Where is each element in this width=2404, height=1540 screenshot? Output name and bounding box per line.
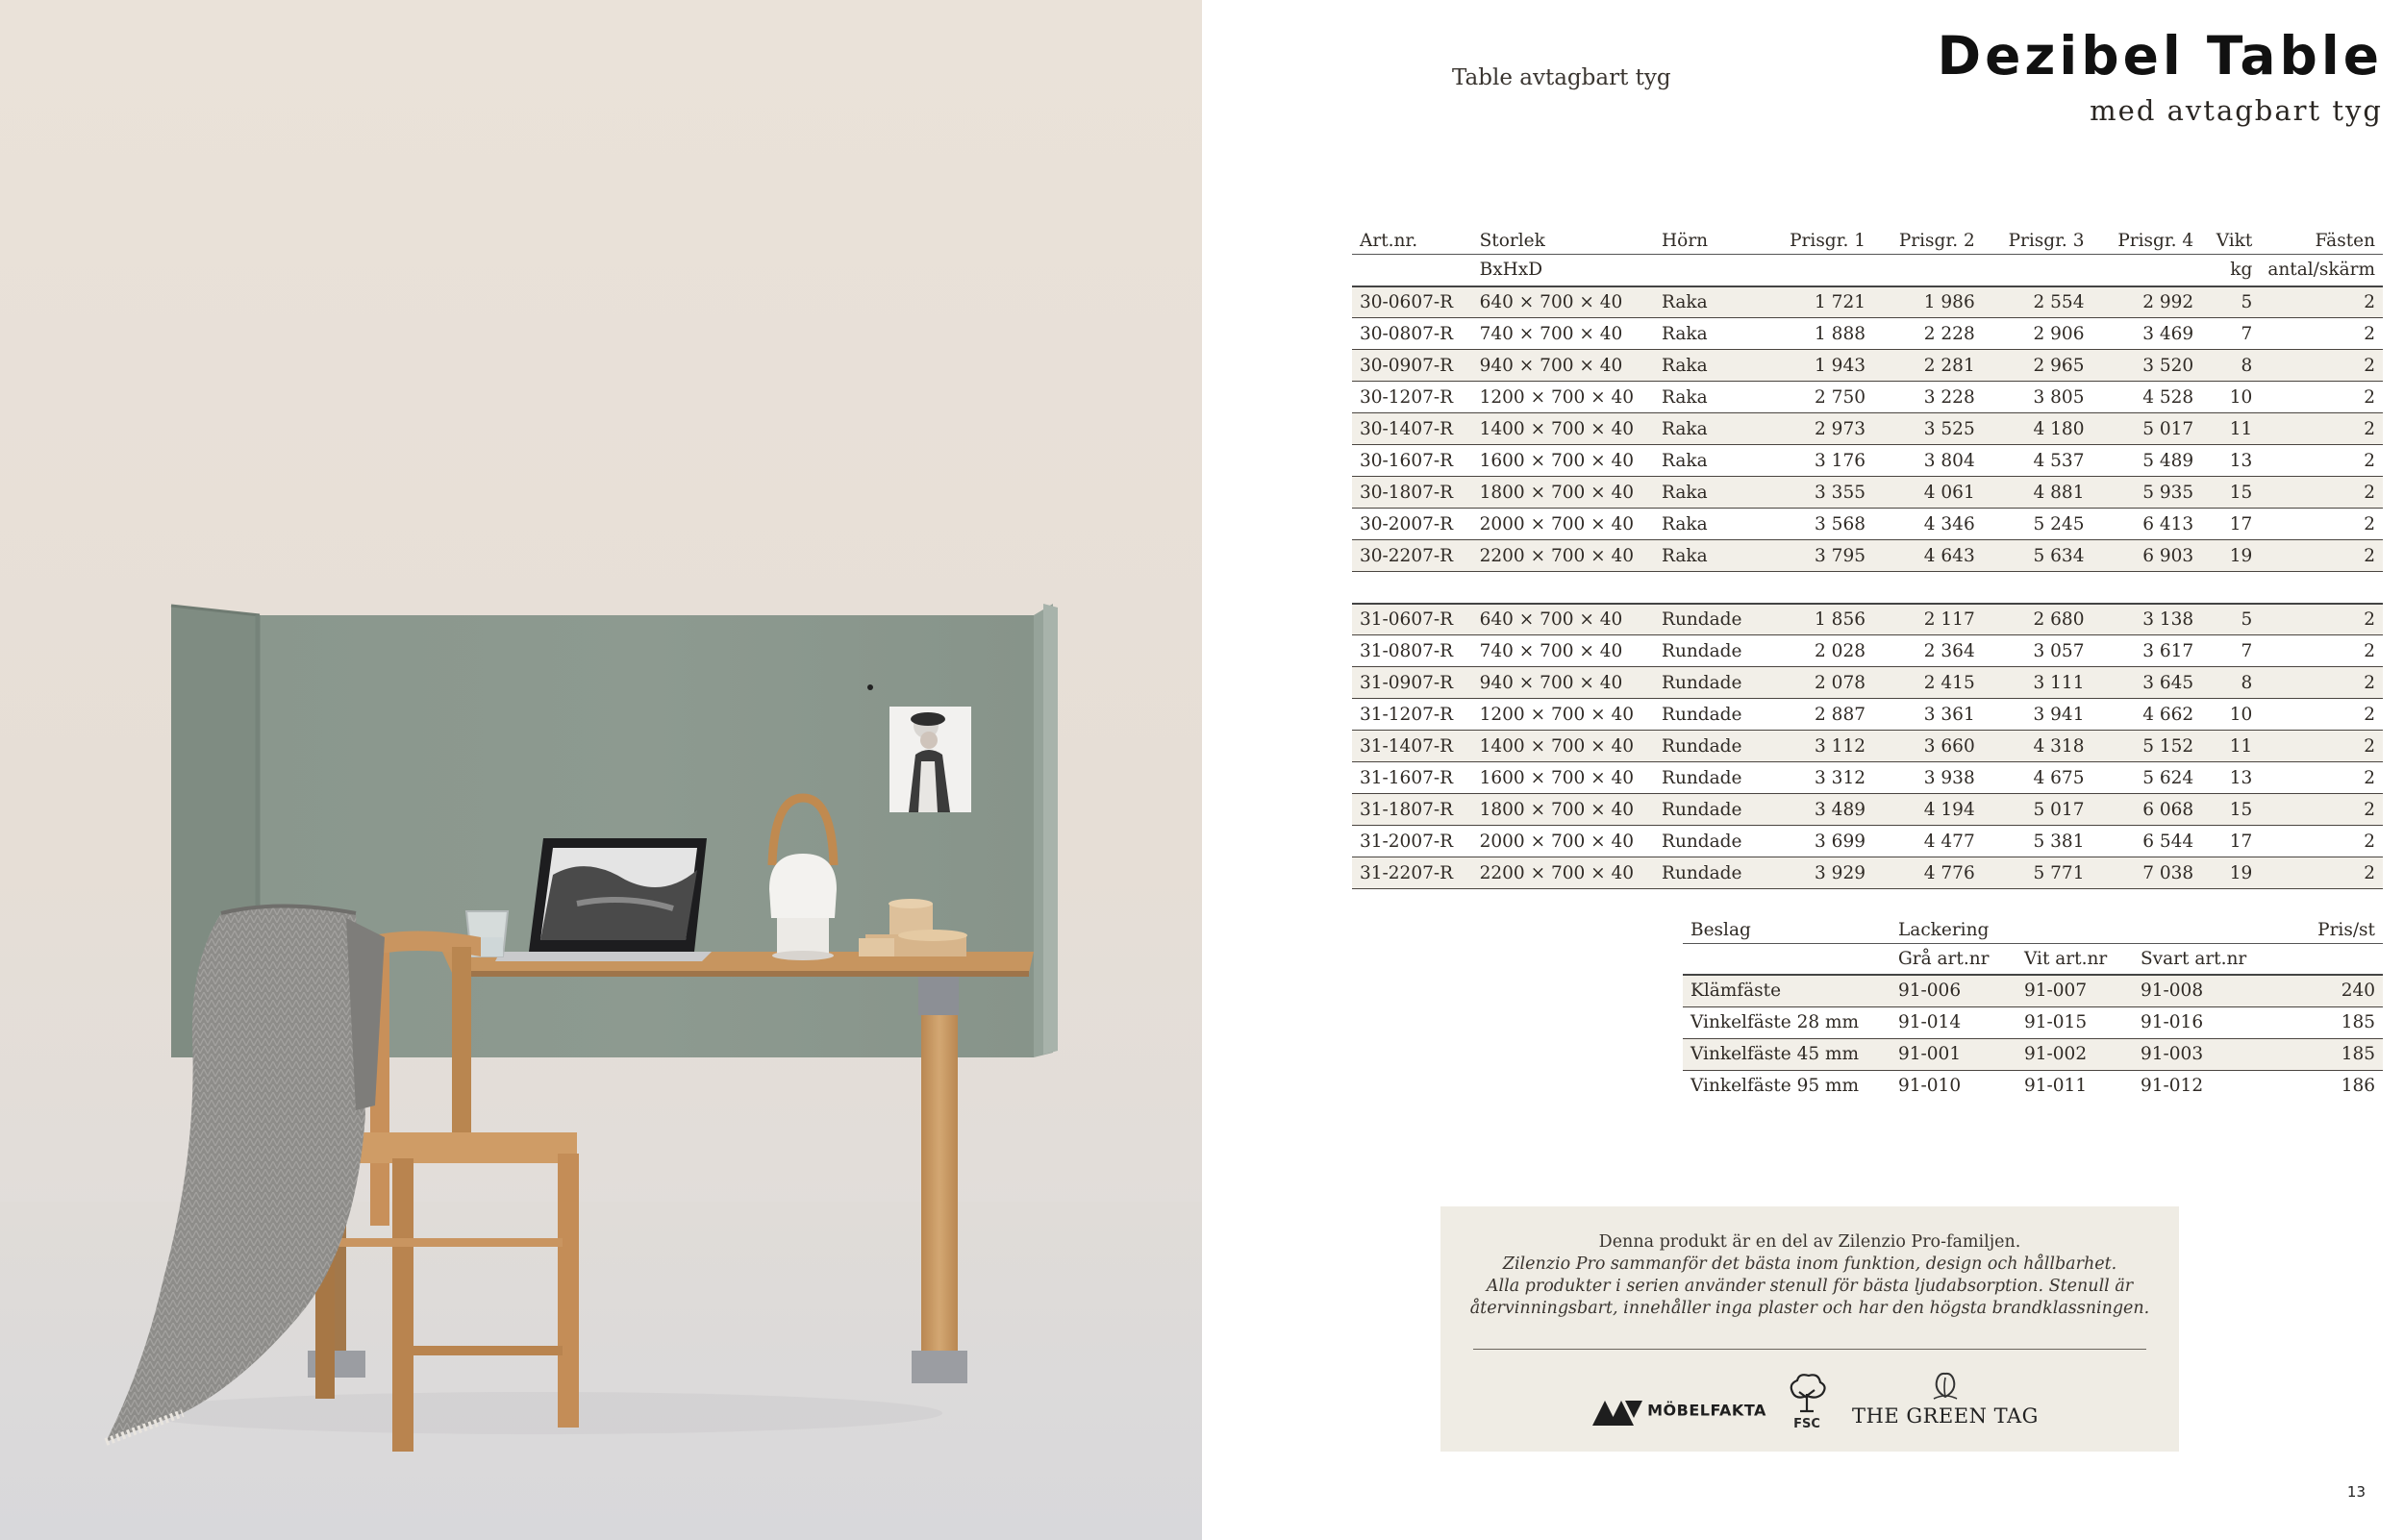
table-cell: 1200 × 700 × 40 <box>1472 699 1654 731</box>
table-row <box>1352 635 2383 667</box>
table-cell: 2 <box>2260 286 2383 318</box>
table-cell: 31-2007-R <box>1352 826 1472 857</box>
info-divider <box>1473 1349 2146 1350</box>
col-vikt: Vikt <box>2201 223 2260 254</box>
table-cell: Rundade <box>1654 826 1764 857</box>
table-cell: Rundade <box>1654 667 1764 699</box>
table-cell: 4 194 <box>1873 794 1983 826</box>
table-cell: 6 413 <box>2091 509 2201 540</box>
fittings-cell: 91-001 <box>1891 1038 2016 1070</box>
table-cell: 30-1607-R <box>1352 445 1472 477</box>
table-cell: 3 312 <box>1764 762 1873 794</box>
group-separator <box>1352 572 2383 604</box>
table-cell: 2 <box>2260 635 2383 667</box>
table-cell: 3 617 <box>2091 635 2201 667</box>
table-cell: 4 537 <box>1983 445 2092 477</box>
col-prisgr-3: Prisgr. 3 <box>1983 223 2092 254</box>
fittings-row <box>1683 1070 2383 1102</box>
fittings-cell: 91-011 <box>2024 1076 2088 1097</box>
table-cell: 30-1407-R <box>1352 413 1472 445</box>
table-cell: 3 795 <box>1764 540 1873 572</box>
table-cell: 31-0607-R <box>1352 604 1472 635</box>
fittings-cell: 91-006 <box>1891 975 2016 1006</box>
moebelfakta-icon <box>1592 1397 1642 1426</box>
section-caption: Table avtagbart tyg <box>1452 65 1671 90</box>
floor-shadow <box>135 1392 942 1434</box>
fittings-row <box>1683 1038 2383 1070</box>
table-row <box>1352 857 2383 889</box>
table-cell: 7 <box>2201 318 2260 350</box>
table-cell: 940 × 700 × 40 <box>1472 667 1654 699</box>
table-cell: Raka <box>1654 540 1764 572</box>
info-line-4: återvinningsbart, innehåller inga plaster och har den högsta brandklassningen. <box>1469 1299 2150 1318</box>
table-cell: 10 <box>2201 699 2260 731</box>
greentag-leaf-icon <box>1929 1370 1962 1401</box>
fittings-cell: Vinkelfäste 45 mm <box>1683 1038 1891 1070</box>
table-cell: 6 068 <box>2091 794 2201 826</box>
table-cell: 1400 × 700 × 40 <box>1472 413 1654 445</box>
table-cell: 4 180 <box>1983 413 2092 445</box>
subheader-cell <box>1983 254 2092 286</box>
table-cell: 940 × 700 × 40 <box>1472 350 1654 382</box>
table-cell: 1 888 <box>1764 318 1873 350</box>
table-cell: 2 <box>2260 477 2383 509</box>
table-cell: Rundade <box>1654 635 1764 667</box>
table-cell: Raka <box>1654 509 1764 540</box>
table-cell: 8 <box>2201 667 2260 699</box>
table-cell: 2 965 <box>1983 350 2092 382</box>
table-row <box>1352 413 2383 445</box>
table-cell: 31-1607-R <box>1352 762 1472 794</box>
fittings-cell: 91-003 <box>2133 1038 2292 1070</box>
table-cell: 2 <box>2260 445 2383 477</box>
col-fasten: Fästen <box>2260 223 2383 254</box>
table-cell: 4 662 <box>2091 699 2201 731</box>
table-cell: 5 381 <box>1983 826 2092 857</box>
table-cell: 30-0907-R <box>1352 350 1472 382</box>
table-cell: 11 <box>2201 413 2260 445</box>
table-cell: 2 <box>2260 413 2383 445</box>
table-cell: 3 520 <box>2091 350 2201 382</box>
sub-gra-art-nr: Grå art.nr <box>1891 943 2016 975</box>
table-cell: 3 660 <box>1873 731 1983 762</box>
table-cell: 13 <box>2201 762 2260 794</box>
table-cell: 2 <box>2260 826 2383 857</box>
table-row <box>1352 445 2383 477</box>
table-cell: 3 489 <box>1764 794 1873 826</box>
table-cell: 3 805 <box>1983 382 2092 413</box>
table-cell: 31-2207-R <box>1352 857 1472 889</box>
table-cell: 2 <box>2260 762 2383 794</box>
subheader-cell <box>1764 254 1873 286</box>
table-cell: 740 × 700 × 40 <box>1472 635 1654 667</box>
table-cell: 2 906 <box>1983 318 2092 350</box>
table-cell: 3 112 <box>1764 731 1873 762</box>
table-row <box>1352 477 2383 509</box>
table-cell: 5 935 <box>2091 477 2201 509</box>
table-cell: 1 856 <box>1764 604 1873 635</box>
table-cell: 3 138 <box>2091 604 2201 635</box>
table-cell: Raka <box>1654 477 1764 509</box>
greentag-label: THE GREEN TAG <box>1852 1404 2039 1428</box>
sub-svart-art-nr: Svart art.nr <box>2133 943 2292 975</box>
fittings-cell: 185 <box>2292 1006 2383 1038</box>
col-storlek: Storlek <box>1472 223 1654 254</box>
table-cell: 13 <box>2201 445 2260 477</box>
table-cell: 3 228 <box>1873 382 1983 413</box>
table-cell: 31-1807-R <box>1352 794 1472 826</box>
fittings-cell: 91-015 <box>2016 1006 2133 1038</box>
table-cell: 3 355 <box>1764 477 1873 509</box>
table-cell: 2 973 <box>1764 413 1873 445</box>
table-cell: 4 881 <box>1983 477 2092 509</box>
table-row <box>1352 699 2383 731</box>
table-cell: Rundade <box>1654 794 1764 826</box>
table-cell: 5 489 <box>2091 445 2201 477</box>
table-cell: 2 <box>2260 382 2383 413</box>
table-cell: 17 <box>2201 826 2260 857</box>
table-row <box>1352 509 2383 540</box>
table-cell: 30-0607-R <box>1352 286 1472 318</box>
table-cell: 2 992 <box>2091 286 2201 318</box>
table-cell: 1 986 <box>1873 286 1983 318</box>
table-cell: 4 061 <box>1873 477 1983 509</box>
fsc-label: FSC <box>1793 1417 1820 1431</box>
table-cell: 3 941 <box>1983 699 2092 731</box>
table-cell: 6 544 <box>2091 826 2201 857</box>
col-art-nr: Art.nr. <box>1352 223 1472 254</box>
fittings-cell: 91-016 <box>2133 1006 2292 1038</box>
table-cell: 2 750 <box>1764 382 1873 413</box>
info-text <box>1440 1231 2179 1320</box>
table-cell: 2 415 <box>1873 667 1983 699</box>
table-cell: 1600 × 700 × 40 <box>1472 445 1654 477</box>
table-cell: 4 528 <box>2091 382 2201 413</box>
table-cell: 1400 × 700 × 40 <box>1472 731 1654 762</box>
table-cell: 2 <box>2260 857 2383 889</box>
table-cell: 5 624 <box>2091 762 2201 794</box>
table-cell: 740 × 700 × 40 <box>1472 318 1654 350</box>
table-cell: 2 <box>2260 699 2383 731</box>
table-cell: 2 <box>2260 667 2383 699</box>
page-number: 13 <box>2346 1483 2366 1501</box>
table-cell: 2 680 <box>1983 604 2092 635</box>
col-prisgr-4: Prisgr. 4 <box>2091 223 2201 254</box>
table-cell: 3 469 <box>2091 318 2201 350</box>
fittings-cell: Klämfäste <box>1683 975 1891 1006</box>
table-cell: 5 152 <box>2091 731 2201 762</box>
table-cell: 19 <box>2201 540 2260 572</box>
table-cell: 3 361 <box>1873 699 1983 731</box>
table-cell: 3 938 <box>1873 762 1983 794</box>
col-beslag: Beslag <box>1683 911 1891 943</box>
table-row <box>1352 794 2383 826</box>
table-cell: 5 634 <box>1983 540 2092 572</box>
fsc-logo <box>1782 1373 1832 1431</box>
table-cell: 2 554 <box>1983 286 2092 318</box>
table-row <box>1352 604 2383 635</box>
table-cell: 2 <box>2260 731 2383 762</box>
fittings-cell: Vinkelfäste 95 mm <box>1690 1076 1860 1097</box>
moebelfakta-label: MÖBELFAKTA <box>1647 1401 1766 1420</box>
col-pris-st: Pris/st <box>2292 911 2383 943</box>
subheader-cell <box>2091 254 2201 286</box>
fittings-row <box>1683 975 2383 1006</box>
table-cell: 30-1807-R <box>1352 477 1472 509</box>
table-cell: Raka <box>1654 382 1764 413</box>
page-title: Dezibel Table <box>1937 25 2383 87</box>
subheader-cell <box>1873 254 1983 286</box>
table-cell: 5 017 <box>2091 413 2201 445</box>
page-subtitle: med avtagbart tyg <box>2090 94 2383 127</box>
table-cell: 4 318 <box>1983 731 2092 762</box>
table-cell: 19 <box>2201 857 2260 889</box>
table-cell: 30-2207-R <box>1352 540 1472 572</box>
table-cell: 31-1207-R <box>1352 699 1472 731</box>
table-cell: 2 281 <box>1873 350 1983 382</box>
table-cell: 4 675 <box>1983 762 2092 794</box>
table-cell: Raka <box>1654 286 1764 318</box>
fittings-cell: 91-014 <box>1891 1006 2016 1038</box>
fittings-cell: 91-010 <box>1898 1076 1962 1097</box>
subheader-cell: antal/skärm <box>2260 254 2383 286</box>
fittings-cell: 91-012 <box>2141 1076 2204 1097</box>
table-cell: 2000 × 700 × 40 <box>1472 509 1654 540</box>
table-cell: 3 804 <box>1873 445 1983 477</box>
table-row <box>1352 382 2383 413</box>
table-cell: 1800 × 700 × 40 <box>1472 794 1654 826</box>
table-cell: 2 117 <box>1873 604 1983 635</box>
table-cell: 17 <box>2201 509 2260 540</box>
table-cell: 4 477 <box>1873 826 1983 857</box>
table-cell: 3 568 <box>1764 509 1873 540</box>
col-prisgr-1: Prisgr. 1 <box>1764 223 1873 254</box>
fittings-cell: 91-008 <box>2133 975 2292 1006</box>
table-cell: 2000 × 700 × 40 <box>1472 826 1654 857</box>
table-cell: Rundade <box>1654 731 1764 762</box>
info-line-2: Zilenzio Pro sammanför det bästa inom funktion, design och hållbarhet. <box>1502 1254 2117 1274</box>
price-table <box>1352 223 2383 889</box>
table-cell: 3 057 <box>1983 635 2092 667</box>
table-row <box>1352 731 2383 762</box>
table-cell: 3 929 <box>1764 857 1873 889</box>
table-row <box>1352 762 2383 794</box>
col-lackering: Lackering <box>1891 911 2292 943</box>
greentag-logo <box>1852 1370 2039 1428</box>
table-cell: 31-1407-R <box>1352 731 1472 762</box>
subheader-cell: kg <box>2201 254 2260 286</box>
table-cell: 30-2007-R <box>1352 509 1472 540</box>
table-row <box>1352 350 2383 382</box>
subheader-cell <box>1654 254 1764 286</box>
table-cell: 2 887 <box>1764 699 1873 731</box>
table-cell: 1200 × 700 × 40 <box>1472 382 1654 413</box>
table-cell: Rundade <box>1654 762 1764 794</box>
table-cell: 5 017 <box>1983 794 2092 826</box>
table-cell: 3 176 <box>1764 445 1873 477</box>
table-cell: 15 <box>2201 794 2260 826</box>
table-row <box>1352 286 2383 318</box>
fittings-cell: 91-002 <box>2016 1038 2133 1070</box>
table-cell: Raka <box>1654 445 1764 477</box>
table-cell: Raka <box>1654 350 1764 382</box>
table-cell: 5 <box>2201 604 2260 635</box>
table-cell: Raka <box>1654 318 1764 350</box>
table-cell: 5 245 <box>1983 509 2092 540</box>
table-cell: 2 364 <box>1873 635 1983 667</box>
fittings-cell: 240 <box>2292 975 2383 1006</box>
col-horn: Hörn <box>1654 223 1764 254</box>
table-cell: 2 <box>2260 604 2383 635</box>
table-cell: 11 <box>2201 731 2260 762</box>
subheader-cell <box>1352 254 1472 286</box>
table-cell: 15 <box>2201 477 2260 509</box>
table-cell: 31-0807-R <box>1352 635 1472 667</box>
table-cell: 2 <box>2260 794 2383 826</box>
table-cell: 31-0907-R <box>1352 667 1472 699</box>
fittings-cell: Vinkelfäste 28 mm <box>1683 1006 1891 1038</box>
table-cell: 2200 × 700 × 40 <box>1472 540 1654 572</box>
table-cell: 640 × 700 × 40 <box>1472 604 1654 635</box>
table-cell: 1 721 <box>1764 286 1873 318</box>
table-cell: Rundade <box>1654 604 1764 635</box>
table-cell: 30-1207-R <box>1352 382 1472 413</box>
table-cell: 1 943 <box>1764 350 1873 382</box>
table-cell: 1800 × 700 × 40 <box>1472 477 1654 509</box>
table-cell: 640 × 700 × 40 <box>1472 286 1654 318</box>
table-cell: 2 <box>2260 540 2383 572</box>
subheader-cell: BxHxD <box>1472 254 1654 286</box>
fittings-cell: 185 <box>2292 1038 2383 1070</box>
table-cell: 5 <box>2201 286 2260 318</box>
table-cell: 3 525 <box>1873 413 1983 445</box>
sub-vit-art-nr: Vit art.nr <box>2016 943 2133 975</box>
table-cell: Raka <box>1654 413 1764 445</box>
table-cell: 2200 × 700 × 40 <box>1472 857 1654 889</box>
fittings-row <box>1683 1006 2383 1038</box>
table-cell: Rundade <box>1654 857 1764 889</box>
table-cell: 4 776 <box>1873 857 1983 889</box>
table-cell: 2 228 <box>1873 318 1983 350</box>
table-cell: 4 643 <box>1873 540 1983 572</box>
table-cell: 2 078 <box>1764 667 1873 699</box>
table-row <box>1352 540 2383 572</box>
table-cell: 30-0807-R <box>1352 318 1472 350</box>
table-cell: 3 111 <box>1983 667 2092 699</box>
fsc-tree-icon <box>1784 1373 1830 1413</box>
fittings-cell: 186 <box>2341 1076 2375 1097</box>
fittings-table <box>1683 911 2383 1102</box>
info-box <box>1440 1206 2179 1452</box>
table-cell: Rundade <box>1654 699 1764 731</box>
catalog-page <box>1202 0 2404 1540</box>
table-cell: 6 903 <box>2091 540 2201 572</box>
table-row <box>1352 318 2383 350</box>
table-cell: 2 <box>2260 350 2383 382</box>
table-cell: 8 <box>2201 350 2260 382</box>
table-cell: 3 645 <box>2091 667 2201 699</box>
info-line-1: Denna produkt är en del av Zilenzio Pro-familjen. <box>1598 1232 2021 1252</box>
table-cell: 2 028 <box>1764 635 1873 667</box>
table-row <box>1352 667 2383 699</box>
table-cell: 2 <box>2260 318 2383 350</box>
table-row <box>1352 826 2383 857</box>
table-cell: 3 699 <box>1764 826 1873 857</box>
table-cell: 1600 × 700 × 40 <box>1472 762 1654 794</box>
fittings-cell: 91-007 <box>2016 975 2133 1006</box>
table-cell: 10 <box>2201 382 2260 413</box>
table-cell: 4 346 <box>1873 509 1983 540</box>
info-line-3: Alla produkter i serien använder stenull för bästa ljudabsorption. Stenull är <box>1486 1277 2134 1296</box>
moebelfakta-logo <box>1592 1397 1766 1426</box>
table-cell: 7 038 <box>2091 857 2201 889</box>
table-cell: 5 771 <box>1983 857 2092 889</box>
table-cell: 7 <box>2201 635 2260 667</box>
table-cell: 2 <box>2260 509 2383 540</box>
col-prisgr-2: Prisgr. 2 <box>1873 223 1983 254</box>
